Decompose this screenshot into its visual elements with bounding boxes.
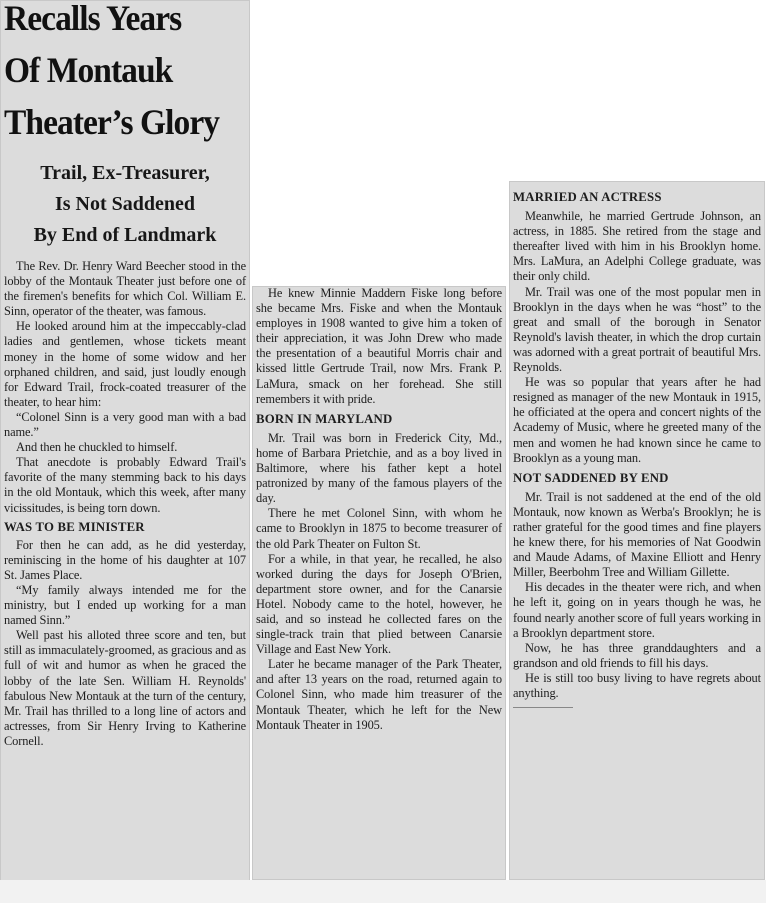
paragraph: There he met Colonel Sinn, with whom he came to Brooklyn in 1875 to become treasurer of the old Park Theater on Fulton St. — [256, 506, 502, 551]
subhead: MARRIED AN ACTRESS — [513, 190, 662, 204]
paragraph: He knew Minnie Maddern Fiske long before she became Mrs. Fiske and when the Montauk employes in 1908 wanted to give him a token of their appreciation, it was John Drew who made the presentation of a beautiful Morris chair and kissed little Gertrude Trail, now Mrs. Frank P. LaMura, smack on her forehead. She still remembers it with pride. — [256, 286, 502, 406]
paragraph: “Colonel Sinn is a very good man with a bad name.” — [4, 409, 246, 440]
headline-line: Theater’s Glory — [4, 102, 220, 142]
paragraph: Mr. Trail was one of the most popular men in Brooklyn in the days when he was “host” to the great and small of the borough in Senator Reynold's lavish theater, in which the drop curtain was adorned with a great portrait of beautiful Mrs. Reynolds. — [513, 284, 761, 375]
headline-line: Recalls Years — [4, 0, 182, 38]
deck-line: Is Not Saddened — [54, 193, 196, 215]
body-text — [4, 259, 246, 749]
subhead: WAS TO BE MINISTER — [4, 519, 145, 534]
paragraph: Mr. Trail was born in Frederick City, Md., home of Barbara Prietchie, and as a boy lived in Baltimore, where his father kept a hotel patronized by many of the famous players of the day. — [256, 430, 502, 506]
deck-line: Trail, Ex-Treasurer, — [40, 162, 210, 184]
end-rule — [513, 707, 573, 708]
paragraph: Well past his alloted three score and ten, but still as immaculately-groomed, as gracious and as full of wit and humor as when he graced the lobby of the late Sen. William H. Reynolds' fabulous New Montauk at the turn of the century, Mr. Trail has thrilled to a long line of actors and actresses, from Sir Henry Irving to Katherine Cornell. — [4, 628, 246, 748]
article-column-3 — [509, 181, 765, 880]
page-bottom-edge — [0, 880, 766, 903]
paragraph: Later he became manager of the Park Theater, and after 13 years on the road, returned again to Colonel Sinn, who made him treasurer of the Montauk Theater, which he left for the New Montauk Theater in 1905. — [256, 657, 502, 732]
article-column-1 — [0, 0, 250, 903]
article-column-2 — [252, 286, 506, 880]
subhead: NOT SADDENED BY END — [513, 470, 669, 485]
paragraph: The Rev. Dr. Henry Ward Beecher stood in the lobby of the Montauk Theater just before one of the firemen's benefits for which Col. William E. Sinn, operator of the theater, was famous. — [4, 259, 246, 319]
body-text — [513, 185, 761, 708]
paragraph: That anecdote is probably Edward Trail's favorite of the many stemming back to his days in the old Montauk, which this week, after many vicissitudes, is being torn down. — [4, 455, 246, 515]
subhead: BORN IN MARYLAND — [256, 411, 393, 426]
headline-line: Of Montauk — [4, 50, 173, 90]
paragraph: Meanwhile, he married Gertrude Johnson, an actress, in 1885. She retired from the stage and thereafter lived with him in his Brooklyn home. Mrs. LaMura, an Adelphi College graduate, was their only child. — [513, 209, 761, 284]
paragraph: For a while, in that year, he recalled, he also worked during the days for Joseph O'Brien, department store owner, and for the Canarsie Hotel. Nobody came to the hotel, however, he said, and so instead he collected fares on the single-track train that plied between Canarsie Village and East New York. — [256, 551, 502, 657]
paragraph: And then he chuckled to himself. — [16, 440, 178, 455]
headline — [4, 0, 246, 148]
deck-line: By End of Landmark — [33, 224, 217, 246]
deck — [4, 158, 246, 251]
paragraph: He was so popular that years after he had resigned as manager of the new Montauk in 1915, he officiated at the opera and concert nights of the Academy of Music, where he greeted many of the men and women he had known since he came to Brooklyn as a young man. — [513, 375, 761, 465]
paragraph: He looked around him at the impeccably-clad ladies and gentlemen, whose tickets meant money in the home of some widow and her orphaned children, and said, just loudly enough for Edward Trail, frock-coated treasurer of the theater, to hear him: — [4, 319, 246, 409]
paragraph: “My family always intended me for the ministry, but I ended up working for a man named Sinn.” — [4, 582, 246, 628]
paragraph: He is still too busy living to have regrets about anything. — [513, 670, 761, 700]
paragraph: For then he can add, as he did yesterday, reminiscing in the home of his daughter at 107 St. James Place. — [4, 537, 246, 582]
paragraph: Now, he has three granddaughters and a grandson and old friends to fill his days. — [513, 640, 761, 670]
paragraph: Mr. Trail is not saddened at the end of the old Montauk, now known as Werba's Brooklyn; he is rather grateful for the good times and fine players he knew there, for his memories of Nat Goodwin and Maude Adams, of Maxine Elliott and Henry Miller, Beerbohm Tree and William Gillette. — [513, 489, 761, 580]
body-text — [256, 286, 502, 733]
paragraph: His decades in the theater were rich, and when he left it, going on in years though he was, he found nearly another score of full years working in a Brooklyn department store. — [513, 580, 761, 640]
